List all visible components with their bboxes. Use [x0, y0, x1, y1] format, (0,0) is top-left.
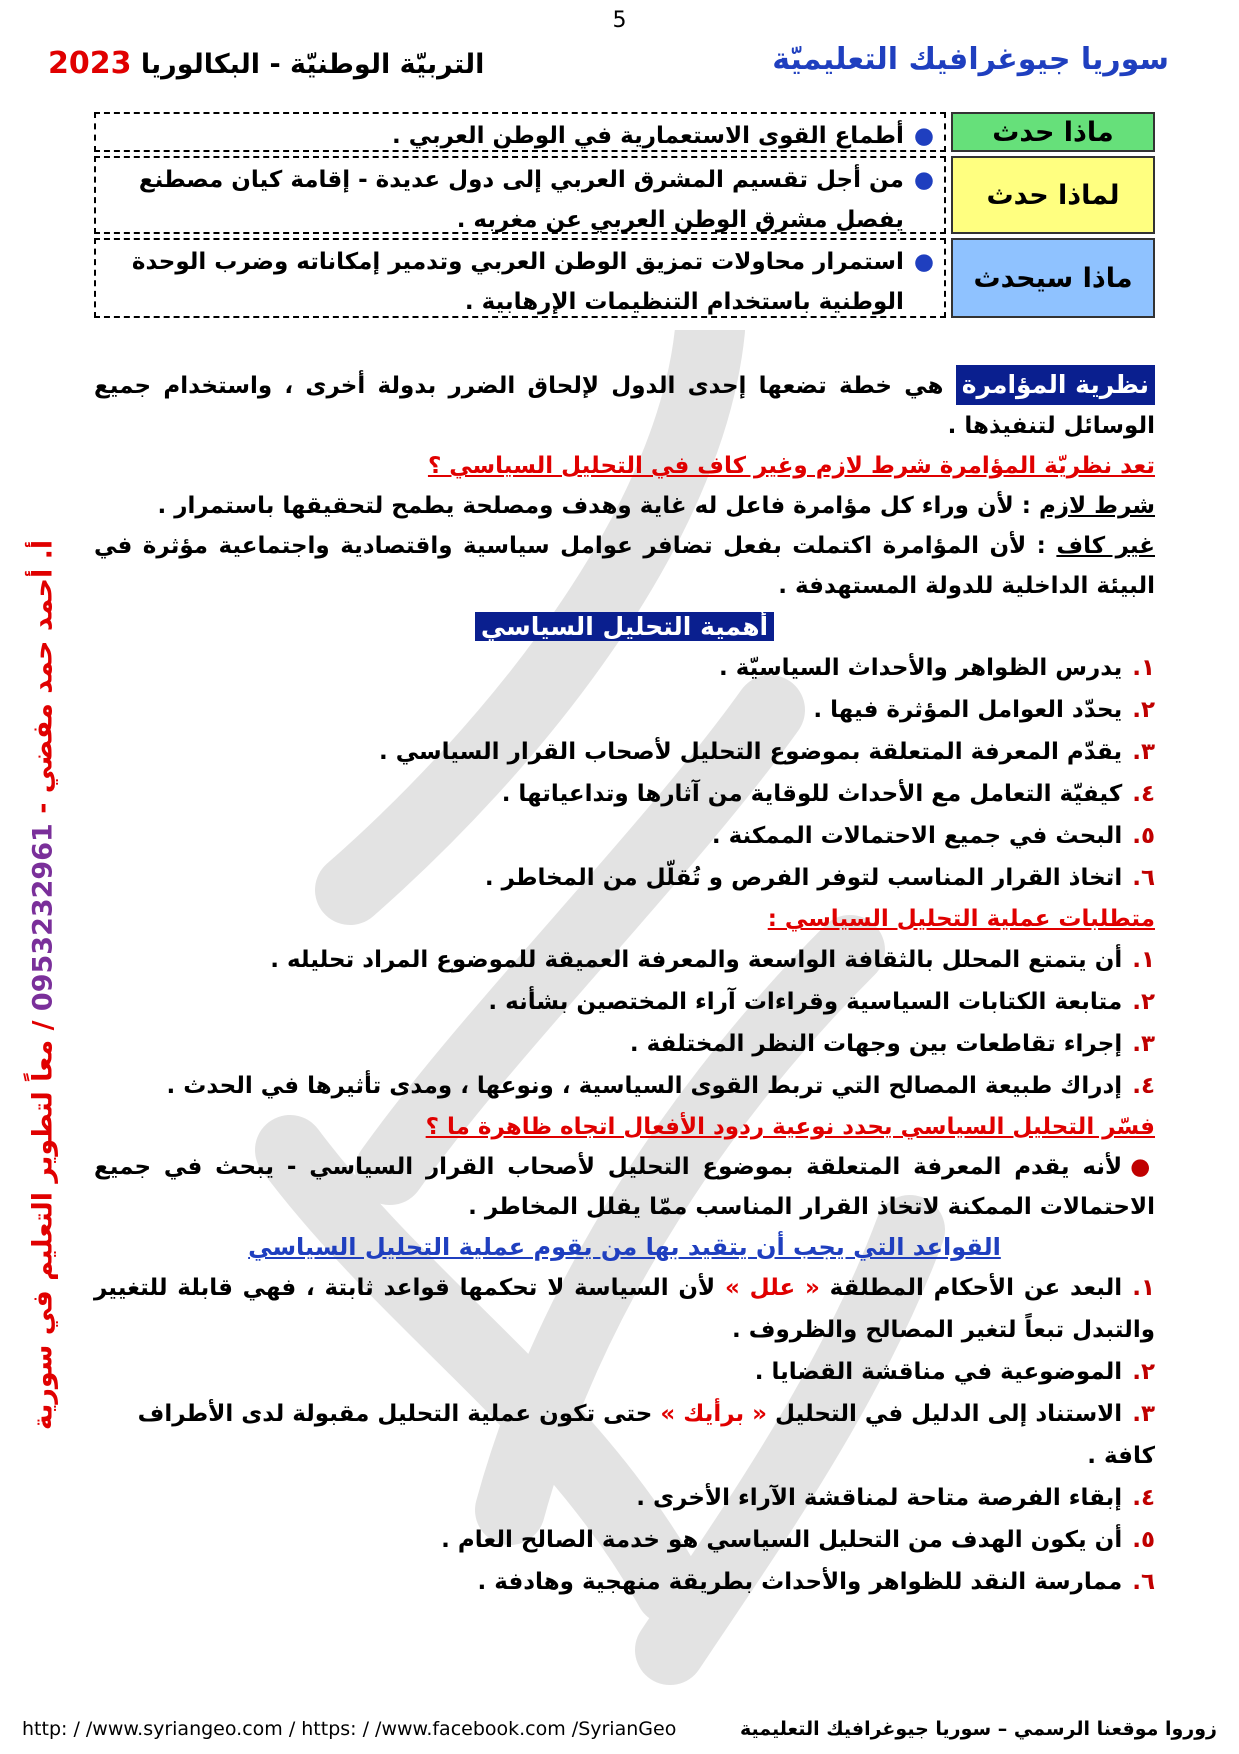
list-item [94, 1477, 1155, 1519]
insufficient-text: : لأن المؤامرة اكتملت بفعل تضافر عوامل سياسية واقتصادية واجتماعية مؤثرة في البيئة الداخلية للدولة المستهدفة . [94, 533, 1155, 599]
cell-what-happened [94, 112, 946, 152]
bullet-icon: ● [913, 123, 934, 149]
item-tag: « علل » [724, 1275, 820, 1301]
conspiracy-term: نظرية المؤامرة [956, 365, 1155, 405]
item-number: ٤. [1132, 1485, 1155, 1511]
item-text: ممارسة النقد للظواهر والأحداث بطريقة منهجية وهادفة . [477, 1569, 1123, 1595]
item-number: ١. [1132, 1275, 1155, 1301]
slogan: / معاً لتطوير التعليم في سورية [27, 1020, 59, 1431]
item-reason: لأن السياسة لا تحكمها قواعد ثابتة ، فهي قابلة للتغيير والتبدل تبعاً لتغير المصالح والظروف . [94, 1275, 1155, 1343]
item-text: إجراء تقاطعات بين وجهات النظر المختلفة . [629, 1031, 1123, 1057]
item-text: اتخاذ القرار المناسب لتوفر الفرص و تُقلّل من المخاطر . [484, 865, 1123, 891]
list-item [94, 773, 1155, 815]
label-why-happened: لماذا حدث [951, 156, 1155, 234]
item-text: البحث في جميع الاحتمالات الممكنة . [711, 823, 1123, 849]
bullet-icon: ● [913, 249, 934, 275]
item-reason: حتى تكون عملية التحليل مقبولة لدى الأطراف كافة . [137, 1401, 1155, 1469]
label-what-happened: ماذا حدث [951, 112, 1155, 152]
list-item [94, 1519, 1155, 1561]
item-text: يدرس الظواهر والأحداث السياسيّة . [718, 655, 1123, 681]
subject-name: التربيّة الوطنيّة - البكالوريا [140, 49, 485, 80]
item-text: متابعة الكتابات السياسية وقراءات آراء المختصين بشأنه . [488, 989, 1123, 1015]
necessary-text: : لأن وراء كل مؤامرة فاعل له غاية وهدف ومصلحة يطمح لتحقيقها باستمرار . [157, 493, 1031, 519]
list-item [94, 981, 1155, 1023]
rules-list [94, 1267, 1155, 1603]
list-item [94, 857, 1155, 899]
list-item [94, 815, 1155, 857]
question-2: فسّر التحليل السياسي يحدد نوعية ردود الأفعال اتجاه ظاهرة ما ؟ [425, 1114, 1155, 1140]
requirements-heading: متطلبات عملية التحليل السياسي : [767, 906, 1155, 932]
question-2-answer [94, 1147, 1155, 1227]
author-phone: 0953232961 [27, 823, 59, 1012]
bullet-icon: ● [1130, 1154, 1155, 1180]
item-text: إبقاء الفرصة متاحة لمناقشة الآراء الأخرى . [636, 1485, 1123, 1511]
item-text: إدراك طبيعة المصالح التي تربط القوى السياسية ، ونوعها ، ومدى تأثيرها في الحدث . [166, 1073, 1123, 1099]
list-item [94, 1065, 1155, 1107]
list-item [94, 647, 1155, 689]
author-text [28, 540, 59, 1430]
item-tag: « برأيك » [660, 1401, 768, 1427]
item-text: يقدّم المعرفة المتعلقة بموضوع التحليل لأصحاب القرار السياسي . [378, 739, 1123, 765]
summary-table [94, 112, 1155, 322]
necessary-condition [94, 486, 1155, 526]
item-number: ٥. [1132, 823, 1155, 849]
insufficient-label: غير كاف [1056, 533, 1155, 559]
cell-text: من أجل تقسيم المشرق العربي إلى دول عديدة - إقامة كيان مصطنع يفصل مشرق الوطن العربي عن مغربه . [138, 167, 904, 233]
list-item [94, 1393, 1155, 1477]
item-text: أن يكون الهدف من التحليل السياسي هو خدمة الصالح العام . [441, 1527, 1123, 1553]
cell-what-will-happen [94, 238, 946, 318]
author-sidebar [8, 360, 78, 1610]
item-number: ١. [1132, 947, 1155, 973]
requirements-list [94, 939, 1155, 1107]
item-number: ٤. [1132, 1073, 1155, 1099]
item-number: ١. [1132, 655, 1155, 681]
list-item [94, 1267, 1155, 1351]
item-text: كيفيّة التعامل مع الأحداث للوقاية من آثارها وتداعياتها . [501, 781, 1123, 807]
item-number: ٤. [1132, 781, 1155, 807]
table-row-why [94, 156, 1155, 234]
list-item [94, 1351, 1155, 1393]
list-item [94, 731, 1155, 773]
cell-why-happened [94, 156, 946, 234]
item-text: يحدّد العوامل المؤثرة فيها . [813, 697, 1123, 723]
insufficient-condition [94, 526, 1155, 606]
item-number: ٢. [1132, 989, 1155, 1015]
importance-heading-wrap [94, 612, 1155, 641]
main-content [94, 365, 1155, 1603]
item-number: ٦. [1132, 865, 1155, 891]
list-item [94, 1561, 1155, 1603]
subject-title [48, 46, 484, 81]
item-number: ٣. [1132, 1401, 1155, 1427]
item-number: ٦. [1132, 1569, 1155, 1595]
conspiracy-text: هي خطة تضعها إحدى الدول لإلحاق الضرر بدولة أخرى ، واستخدام جميع الوسائل لتنفيذها . [94, 373, 1155, 439]
conspiracy-definition [94, 365, 1155, 446]
rules-heading-wrap [94, 1233, 1155, 1261]
item-number: ٢. [1132, 1359, 1155, 1385]
rules-heading: القواعد التي يجب أن يتقيد بها من يقوم عملية التحليل السياسي [248, 1233, 1001, 1261]
bullet-icon: ● [913, 167, 934, 193]
item-number: ٣. [1132, 739, 1155, 765]
item-text: الاستناد إلى الدليل في التحليل [775, 1401, 1123, 1427]
label-what-will-happen: ماذا سيحدث [951, 238, 1155, 318]
site-title: سوريا جيوغرافيك التعليميّة [772, 42, 1169, 77]
importance-list [94, 647, 1155, 899]
year: 2023 [48, 46, 132, 81]
cell-text: أطماع القوى الاستعمارية في الوطن العربي . [392, 123, 904, 149]
footer-visit-text: زوروا موقعنا الرسمي – سوريا جيوغرافيك التعليمية [739, 1718, 1217, 1740]
cell-text: استمرار محاولات تمزيق الوطن العربي وتدمير إمكاناته وضرب الوحدة الوطنية باستخدام التنظيمات الإرهابية . [131, 249, 904, 315]
item-number: ٥. [1132, 1527, 1155, 1553]
table-row-what [94, 112, 1155, 152]
item-text: الموضوعية في مناقشة القضايا . [754, 1359, 1123, 1385]
list-item [94, 689, 1155, 731]
list-item [94, 1023, 1155, 1065]
item-number: ٣. [1132, 1031, 1155, 1057]
item-number: ٢. [1132, 697, 1155, 723]
answer-text: لأنه يقدم المعرفة المتعلقة بموضوع التحليل لأصحاب القرار السياسي - يبحث في جميع الاحتمالات الممكنة لاتخاذ القرار المناسب ممّا يقلل المخاطر . [94, 1154, 1155, 1220]
question-1: تعد نظريّة المؤامرة شرط لازم وغير كاف في التحليل السياسي ؟ [427, 453, 1155, 479]
table-row-will [94, 238, 1155, 318]
necessary-label: شرط لازم [1038, 493, 1155, 519]
item-text: أن يتمتع المحلل بالثقافة الواسعة والمعرفة العميقة للموضوع المراد تحليله . [270, 947, 1123, 973]
page-number: 5 [612, 8, 627, 33]
item-text: البعد عن الأحكام المطلقة [829, 1275, 1123, 1301]
footer-links[interactable]: http: / /www.syriangeo.com / https: / /www.facebook.com /SyrianGeo [22, 1718, 677, 1740]
importance-heading: أهمية التحليل السياسي [475, 612, 774, 641]
author-name: أ. أحمد حمد مفضي - [27, 539, 59, 814]
list-item [94, 939, 1155, 981]
